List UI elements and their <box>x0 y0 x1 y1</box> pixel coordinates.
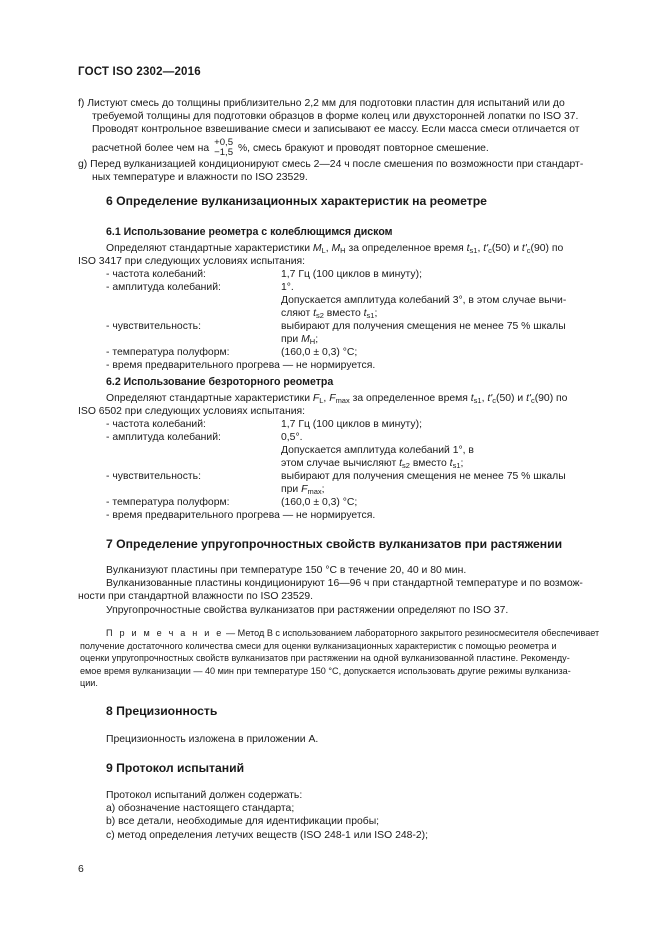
section-7-body <box>78 564 614 617</box>
item-g-line: g) Перед вулканизацией кондиционируют смесь 2—24 ч после смешения по возможности при стандарт- <box>78 159 584 170</box>
paragraph: Упругопрочностные свойства вулканизатов при растяжении определяют по ISO 37. <box>106 604 509 616</box>
section-6-1-intro <box>78 242 614 268</box>
item-g-line: ных температуре и влажности по ISO 23529. <box>92 172 308 184</box>
section-6-1-title: 6.1 Использование реометра с колеблющимся диском <box>106 226 393 238</box>
note-label: П р и м е ч а н и е <box>106 628 224 638</box>
paragraph: Вулканизованные пластины кондиционируют 16—96 ч при стандартной температуре и по возмож- <box>106 578 583 590</box>
param-value: при $M_H$; <box>281 334 319 346</box>
param-line: - время предварительного прогрева — не нормируется. <box>106 510 376 521</box>
note-text: — Метод В с использованием лабораторного закрытого резиносмесителя обеспечивает <box>226 628 600 638</box>
note-line: ции. <box>80 678 98 689</box>
item-f <box>78 97 614 158</box>
note-block <box>80 627 614 690</box>
param-label: - амплитуда колебаний: <box>106 282 221 293</box>
param-value: (160,0 ± 0,3) °С; <box>281 497 358 508</box>
intro-line: Определяют стандартные характеристики $F_L$, $F_{max}$ за определенное время $t_{s1}$, $t'_c(50)$ и $t'_c(90)$ по <box>106 393 568 405</box>
param-note: Допускается амплитуда колебаний 3°, в этом случае вычи- <box>281 295 567 306</box>
section-8-title: 8 Прецизионность <box>106 704 218 718</box>
list-item: с) метод определения летучих веществ (ISO 248-1 или ISO 248-2); <box>106 829 428 841</box>
intro-line: ISO 3417 при следующих условиях испытания: <box>78 256 306 268</box>
section-9-title: 9 Протокол испытаний <box>106 761 245 775</box>
note-line <box>80 627 614 640</box>
param-value: (160,0 ± 0,3) °С; <box>281 347 358 358</box>
param-label: - температура полуформ: <box>106 497 230 508</box>
param-value: при $F_{max}$; <box>281 484 325 496</box>
param-value: 0,5°. <box>281 432 303 443</box>
intro-line: ISO 6502 при следующих условиях испытания: <box>78 406 306 418</box>
item-g <box>78 158 614 184</box>
param-value: 1,7 Гц (100 циклов в минуту); <box>281 419 422 430</box>
paragraph: Прецизионность изложена в приложении А. <box>106 734 319 745</box>
item-f-text: расчетной более чем на <box>92 142 210 154</box>
section-9-body <box>106 789 428 842</box>
item-f-line: требуемой толщины для подготовки образцов в форме колец или двухсторонней лопатки по ISO 37. <box>92 111 579 123</box>
item-f-line: Проводят контрольное взвешивание смеси и записывают ее массу. Если масса смеси отличается от <box>92 124 580 136</box>
section-6-title: 6 Определение вулканизационных характеристик на реометре <box>106 194 487 208</box>
paragraph: ности при стандартной влажности по ISO 23529. <box>78 591 314 603</box>
param-label: - температура полуформ: <box>106 347 230 358</box>
document-header: ГОСТ ISO 2302—2016 <box>78 66 201 78</box>
param-note: сляют $t_{s2}$ вместо $t_{s1}$; <box>281 308 378 320</box>
list-item: b) все детали, необходимые для идентификации пробы; <box>106 816 380 828</box>
note-line: емое время вулканизации — 40 мин при температуре 150 °С, допускается использовать другие режимы вулканиза- <box>80 665 571 676</box>
note-line: получение достаточного количества смеси для оценки вулканизационных характеристик с помощью реометра и <box>80 640 557 651</box>
paragraph: Протокол испытаний должен содержать: <box>106 790 303 801</box>
param-value: 1,7 Гц (100 циклов в минуту); <box>281 269 422 280</box>
intro-line: Определяют стандартные характеристики $M_L$, $M_H$ за определенное время $t_{s1}$, $t'_c(50)$ и $t'_c(90)$ по <box>106 243 564 255</box>
section-6-2-intro <box>78 392 614 418</box>
param-label: - чувствительность: <box>106 471 201 482</box>
tolerance-minus: −1,5 <box>214 146 234 158</box>
param-note: этом случае вычисляют $t_{s2}$ вместо $t_{s1}$; <box>281 458 464 470</box>
param-label: - частота колебаний: <box>106 419 206 430</box>
item-f-line-tolerance <box>78 138 614 158</box>
param-label: - частота колебаний: <box>106 269 206 280</box>
param-line: - время предварительного прогрева — не нормируется. <box>106 360 376 371</box>
list-item: а) обозначение настоящего стандарта; <box>106 803 295 815</box>
page-number: 6 <box>78 864 84 875</box>
paragraph: Вулканизуют пластины при температуре 150 °С в течение 20, 40 и 80 мин. <box>106 565 467 576</box>
item-f-text: %, смесь бракуют и проводят повторное смешение. <box>237 142 489 154</box>
section-6-2-title: 6.2 Использование безроторного реометра <box>106 376 334 388</box>
param-label: - чувствительность: <box>106 321 201 332</box>
param-value: 1°. <box>281 282 294 293</box>
param-value: выбирают для получения смещения не менее 75 % шкалы <box>281 321 566 332</box>
note-line: оценки упругопрочностных свойств вулканизатов при растяжении на одной вулканизованной пластине. Рекоменду- <box>80 653 570 664</box>
param-note: Допускается амплитуда колебаний 1°, в <box>281 445 474 456</box>
tolerance-plus: +0,5 <box>214 136 234 148</box>
section-7-title: 7 Определение упругопрочностных свойств вулканизатов при растяжении <box>106 537 563 551</box>
param-value: выбирают для получения смещения не менее 75 % шкалы <box>281 471 566 482</box>
item-f-line: f) Листуют смесь до толщины приблизительно 2,2 мм для подготовки пластин для испытаний или до <box>78 98 565 109</box>
tolerance-fraction <box>214 138 233 158</box>
param-label: - амплитуда колебаний: <box>106 432 221 443</box>
